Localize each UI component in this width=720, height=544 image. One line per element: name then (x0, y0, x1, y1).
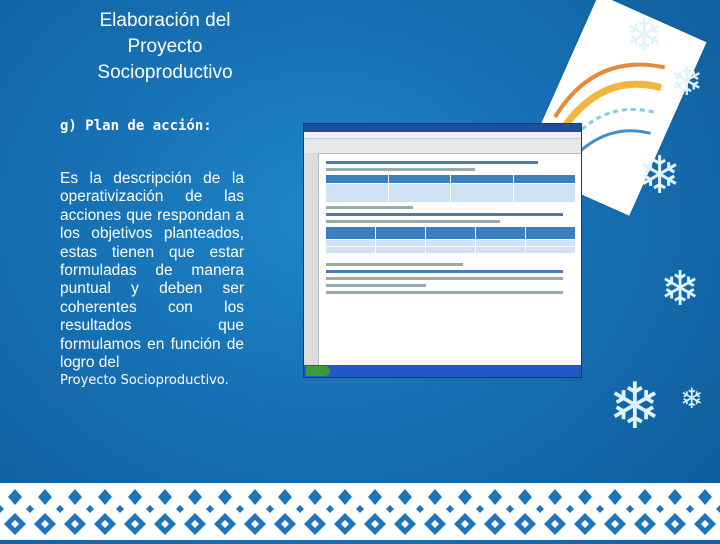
slide-title-line: Elaboración del (99, 10, 231, 31)
snowflake-icon: ❄ (670, 59, 704, 105)
body-paragraph (60, 170, 244, 391)
screenshot-start-button (306, 366, 330, 376)
screenshot-menubar (304, 132, 581, 139)
screenshot-taskbar (304, 365, 581, 377)
bottom-border-band (0, 483, 720, 540)
screenshot-toolbar (304, 139, 581, 154)
snowflake-icon: ❄ (638, 146, 682, 206)
diamond-border-pattern-icon (0, 483, 720, 540)
screenshot-sidebar (304, 153, 319, 365)
snowflake-icon: ❄ (660, 261, 701, 317)
slide-title-line: Socioproductivo (97, 62, 233, 83)
snowflake-icon: ❄ (680, 382, 704, 415)
screenshot-document-page (326, 157, 575, 363)
screenshot-table (326, 175, 575, 202)
snowflake-icon: ❄ (608, 370, 662, 444)
screenshot-table (326, 227, 575, 253)
body-text: Es la descripción de la operativización de las acciones que respondan a los objetivos planteados, estas tienen que estar formuladas de manera puntual y deben ser coherentes con los resultados que formulamos en función de logro del (60, 170, 244, 372)
slide-title (60, 8, 270, 86)
embedded-document-screenshot (303, 123, 582, 378)
snowflake-icon: ❄ (625, 8, 664, 62)
screenshot-titlebar (304, 124, 581, 132)
slide-title-line: Proyecto (127, 36, 203, 57)
body-text-tail: Proyecto Socioproductivo. (60, 373, 229, 389)
section-subheading: g) Plan de acción: (60, 118, 212, 134)
